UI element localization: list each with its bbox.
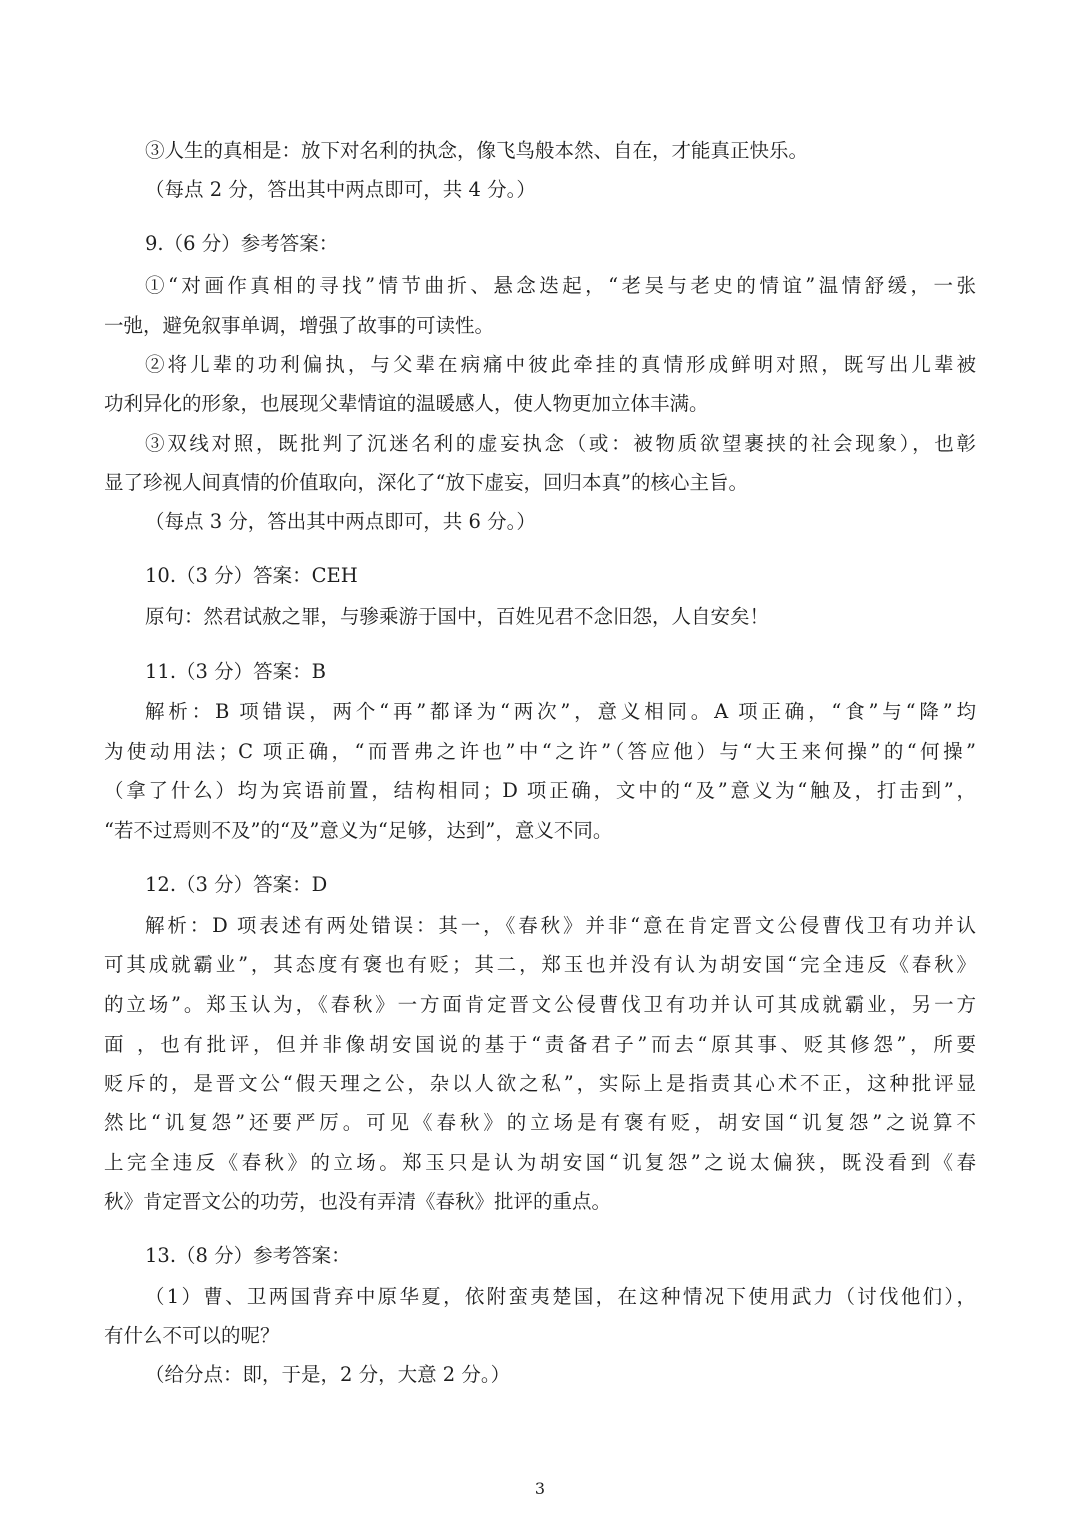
text-line: 解析：D 项表述有两处错误：其一，《春秋》并非“意在肯定晋文公侵曹伐卫有功并认 bbox=[145, 914, 976, 937]
text-line: 的立场”。郑玉认为，《春秋》一方面肯定晋文公侵曹伐卫有功并认可其成就霸业，另一方 bbox=[104, 993, 976, 1016]
text-line: 10.（3 分）答案：CEH bbox=[145, 564, 358, 587]
text-line: （每点 2 分，答出其中两点即可，共 4 分。） bbox=[145, 178, 536, 201]
text-line: 功利异化的形象，也展现父辈情谊的温暖感人，使人物更加立体丰满。 bbox=[104, 392, 709, 415]
text-line: （每点 3 分，答出其中两点即可，共 6 分。） bbox=[145, 510, 536, 533]
text-line: 为使动用法；C 项正确，“而晋弗之许也”中“之许”（答应他）与“大王来何操”的“何操” bbox=[104, 740, 976, 763]
text-line: 面 ，也有批评，但并非像胡安国说的基于“责备君子”而去“原其事、贬其修怨”，所要 bbox=[104, 1033, 976, 1056]
text-line: （1）曹、卫两国背弃中原华夏，依附蛮夷楚国，在这种情况下使用武力（讨伐他们）， bbox=[145, 1285, 976, 1308]
text-line: （拿了什么）均为宾语前置，结构相同；D 项正确，文中的“及”意义为“触及，打击到”， bbox=[104, 779, 976, 802]
text-line: 然比“讥复怨”还要严厉。可见《春秋》的立场是有褒有贬，胡安国“讥复怨”之说算不 bbox=[104, 1111, 976, 1134]
text-line: ①“对画作真相的寻找”情节曲折、悬念迭起，“老吴与老史的情谊”温情舒缓，一张 bbox=[145, 274, 976, 297]
page-number: 3 bbox=[534, 1479, 546, 1498]
text-line: “若不过焉则不及”的“及”意义为“足够，达到”，意义不同。 bbox=[104, 819, 613, 842]
text-line: 有什么不可以的呢？ bbox=[104, 1324, 280, 1347]
text-line: 可其成就霸业”，其态度有褒也有贬；其二，郑玉也并没有认为胡安国“完全违反《春秋》 bbox=[104, 953, 976, 976]
text-line: ③人生的真相是：放下对名利的执念，像飞鸟般本然、自在，才能真正快乐。 bbox=[145, 139, 809, 162]
text-line: 贬斥的，是晋文公“假天理之公，杂以人欲之私”，实际上是指责其心术不正，这种批评显 bbox=[104, 1072, 976, 1095]
text-line: ②将儿辈的功利偏执，与父辈在病痛中彼此牵挂的真情形成鲜明对照，既写出儿辈被 bbox=[145, 353, 976, 376]
text-line: 11.（3 分）答案：B bbox=[145, 660, 326, 683]
text-line: 13.（8 分）参考答案： bbox=[145, 1244, 351, 1267]
text-line: 9.（6 分）参考答案： bbox=[145, 232, 339, 255]
text-line: 上完全违反《春秋》的立场。郑玉只是认为胡安国“讥复怨”之说太偏狭，既没看到《春 bbox=[104, 1151, 976, 1174]
text-line: 秋》肯定晋文公的功劳，也没有弄清《春秋》批评的重点。 bbox=[104, 1190, 612, 1213]
text-line: 显了珍视人间真情的价值取向，深化了“放下虚妄，回归本真”的核心主旨。 bbox=[104, 471, 748, 494]
text-line: 12.（3 分）答案：D bbox=[145, 873, 328, 896]
text-line: 解析：B 项错误，两个“再”都译为“两次”，意义相同。A 项正确，“食”与“降”均 bbox=[145, 700, 976, 723]
text-line: ③双线对照，既批判了沉迷名利的虚妄执念（或：被物质欲望裹挟的社会现象），也彰 bbox=[145, 432, 976, 455]
text-line: （给分点：即，于是，2 分，大意 2 分。） bbox=[145, 1363, 511, 1386]
text-line: 原句：然君试赦之罪，与骖乘游于国中，百姓见君不念旧怨，人自安矣！ bbox=[145, 605, 770, 628]
text-line: 一弛，避免叙事单调，增强了故事的可读性。 bbox=[104, 314, 495, 337]
